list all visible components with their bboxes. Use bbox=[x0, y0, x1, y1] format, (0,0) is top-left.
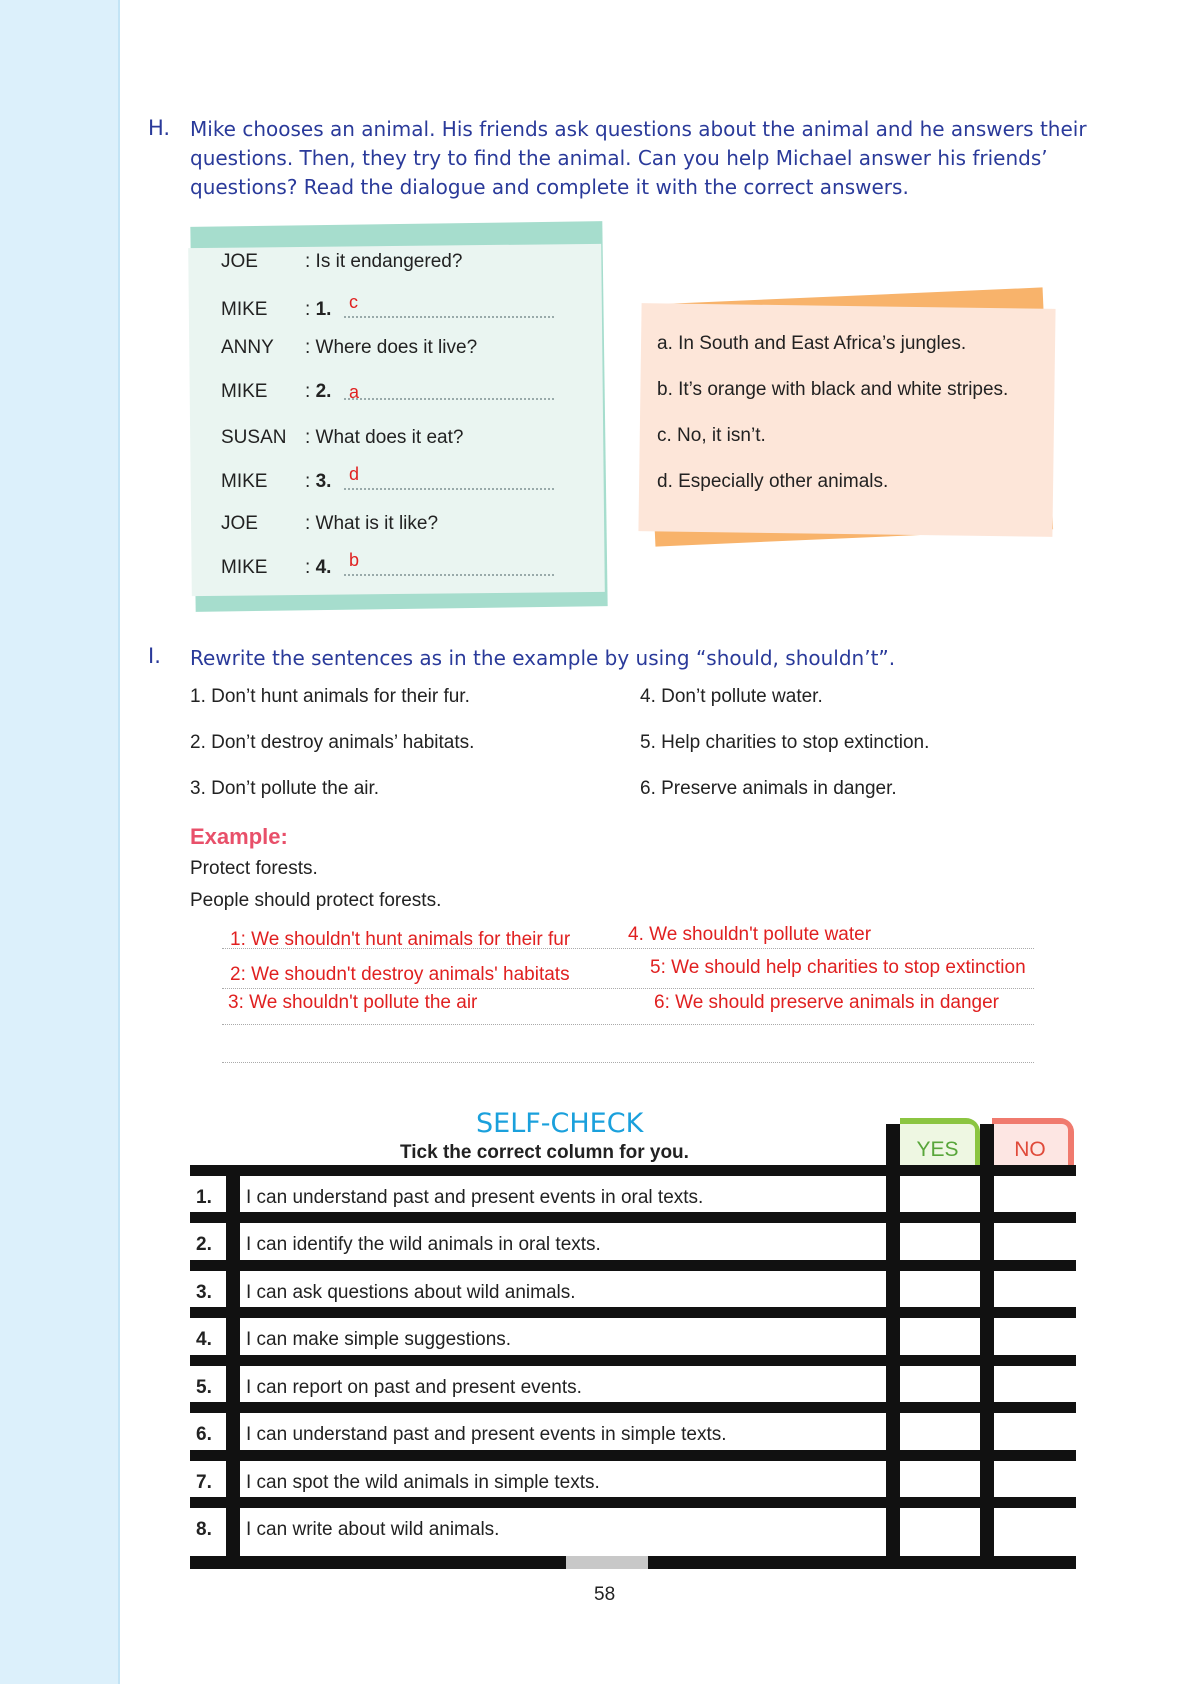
speaker: SUSAN bbox=[221, 427, 287, 448]
table-column-divider bbox=[226, 1165, 240, 1560]
row-number: 8. bbox=[196, 1519, 212, 1540]
no-column-header: NO bbox=[992, 1124, 1068, 1168]
dialogue-text: : What does it eat? bbox=[305, 427, 464, 448]
dialogue-text: : Where does it live? bbox=[305, 337, 478, 358]
row-number: 3. bbox=[196, 1282, 212, 1303]
instruction-line: Mike chooses an animal. His friends ask questions about the animal and he answers their bbox=[190, 117, 1087, 141]
sentence-item: 6. Preserve animals in danger. bbox=[640, 778, 897, 799]
self-check-statement: I can identify the wild animals in oral texts. bbox=[246, 1234, 601, 1255]
answer-letter: b bbox=[349, 550, 360, 570]
row-number: 7. bbox=[196, 1472, 212, 1493]
section-h-letter: H. bbox=[148, 116, 171, 140]
answer-slot bbox=[305, 554, 331, 582]
option-item: c. No, it isn’t. bbox=[657, 425, 766, 446]
sentence-item: 4. Don’t pollute water. bbox=[640, 686, 823, 707]
row-number: 1. bbox=[196, 1187, 212, 1208]
dialogue-text: : What is it like? bbox=[305, 513, 439, 534]
example-heading: Example: bbox=[190, 824, 288, 849]
answer-line[interactable] bbox=[222, 1024, 1034, 1025]
answer-dotted-line[interactable] bbox=[344, 316, 554, 318]
self-check-statement: I can understand past and present events in simple texts. bbox=[246, 1424, 727, 1445]
speaker: MIKE bbox=[221, 299, 268, 320]
self-check-statement: I can report on past and present events. bbox=[246, 1377, 582, 1398]
speaker: ANNY bbox=[221, 337, 274, 358]
answer-line[interactable] bbox=[222, 988, 1034, 989]
option-item: a. In South and East Africa’s jungles. bbox=[657, 333, 967, 354]
speaker: JOE bbox=[221, 251, 258, 272]
speaker: MIKE bbox=[221, 557, 268, 578]
colon: : bbox=[305, 471, 316, 492]
section-i-instruction: Rewrite the sentences as in the example by using “should, shouldn’t”. bbox=[190, 646, 896, 670]
example-line: People should protect forests. bbox=[190, 890, 442, 911]
question-number: 1. bbox=[315, 299, 332, 320]
no-tick-cell[interactable] bbox=[994, 1176, 1076, 1212]
speaker: MIKE bbox=[221, 381, 268, 402]
table-rule bbox=[190, 1212, 1076, 1223]
table-rule bbox=[190, 1307, 1076, 1318]
table-column-divider bbox=[980, 1124, 994, 1560]
sentence-item: 3. Don’t pollute the air. bbox=[190, 778, 380, 799]
self-check-statement: I can ask questions about wild animals. bbox=[246, 1282, 576, 1303]
table-column-divider bbox=[886, 1124, 900, 1560]
self-check-statement: I can spot the wild animals in simple texts. bbox=[246, 1472, 600, 1493]
written-answer: 4. We shouldn't pollute water bbox=[628, 924, 872, 945]
self-check-title: SELF-CHECK bbox=[476, 1108, 644, 1139]
answer-letter: c bbox=[349, 292, 358, 312]
instruction-line: questions. Then, they try to find the animal. Can you help Michael answer his friends’ bbox=[190, 146, 1048, 170]
answer-dotted-line[interactable] bbox=[344, 398, 554, 400]
sentence-item: 1. Don’t hunt animals for their fur. bbox=[190, 686, 470, 707]
row-number: 4. bbox=[196, 1329, 212, 1350]
answer-slot bbox=[305, 468, 331, 496]
question-number: 2. bbox=[315, 381, 332, 402]
speaker: JOE bbox=[221, 513, 258, 534]
dialogue-text: : Is it endangered? bbox=[305, 251, 463, 272]
row-number: 5. bbox=[196, 1377, 212, 1398]
table-bottom-marker bbox=[566, 1556, 648, 1569]
answer-line[interactable] bbox=[222, 1062, 1034, 1063]
section-h-instruction bbox=[190, 115, 1090, 202]
example-line: Protect forests. bbox=[190, 858, 318, 879]
written-answer: 3: We shouldn't pollute the air bbox=[228, 992, 478, 1013]
instruction-line: questions? Read the dialogue and complete it with the correct answers. bbox=[190, 175, 909, 199]
answer-slot bbox=[305, 378, 331, 406]
table-rule bbox=[190, 1165, 1076, 1176]
table-rule bbox=[190, 1402, 1076, 1413]
yes-column-header: YES bbox=[900, 1124, 975, 1168]
row-number: 6. bbox=[196, 1424, 212, 1445]
self-check-statement: I can write about wild animals. bbox=[246, 1519, 500, 1540]
row-number: 2. bbox=[196, 1234, 212, 1255]
yes-tick-cell[interactable] bbox=[900, 1176, 980, 1212]
page-number: 58 bbox=[594, 1584, 616, 1605]
page-margin-strip bbox=[0, 0, 120, 1684]
self-check-statement: I can make simple suggestions. bbox=[246, 1329, 512, 1350]
table-rule bbox=[190, 1450, 1076, 1461]
question-number: 3. bbox=[315, 471, 332, 492]
colon: : bbox=[305, 381, 316, 402]
written-answer: 2: We shoudn't destroy animals' habitats bbox=[230, 964, 570, 985]
table-rule bbox=[190, 1355, 1076, 1366]
sentence-item: 2. Don’t destroy animals’ habitats. bbox=[190, 732, 475, 753]
answer-dotted-line[interactable] bbox=[344, 488, 554, 490]
answer-dotted-line[interactable] bbox=[344, 574, 554, 576]
sentence-item: 5. Help charities to stop extinction. bbox=[640, 732, 930, 753]
written-answer: 6: We should preserve animals in danger bbox=[654, 992, 1000, 1013]
written-answer: 5: We should help charities to stop extinction bbox=[650, 957, 1026, 978]
self-check-subtitle: Tick the correct column for you. bbox=[400, 1142, 689, 1163]
colon: : bbox=[305, 557, 316, 578]
table-rule bbox=[190, 1497, 1076, 1508]
colon: : bbox=[305, 299, 316, 320]
table-rule bbox=[190, 1260, 1076, 1271]
self-check-statement: I can understand past and present events in oral texts. bbox=[246, 1187, 704, 1208]
speaker: MIKE bbox=[221, 471, 268, 492]
written-answer: 1: We shouldn't hunt animals for their fur bbox=[230, 929, 571, 950]
section-i-letter: I. bbox=[148, 644, 161, 668]
option-item: d. Especially other animals. bbox=[657, 471, 889, 492]
question-number: 4. bbox=[315, 557, 332, 578]
option-item: b. It’s orange with black and white stripes. bbox=[657, 379, 1009, 400]
answer-letter: a bbox=[349, 382, 360, 402]
answer-letter: d bbox=[349, 464, 360, 484]
answer-slot bbox=[305, 296, 331, 324]
